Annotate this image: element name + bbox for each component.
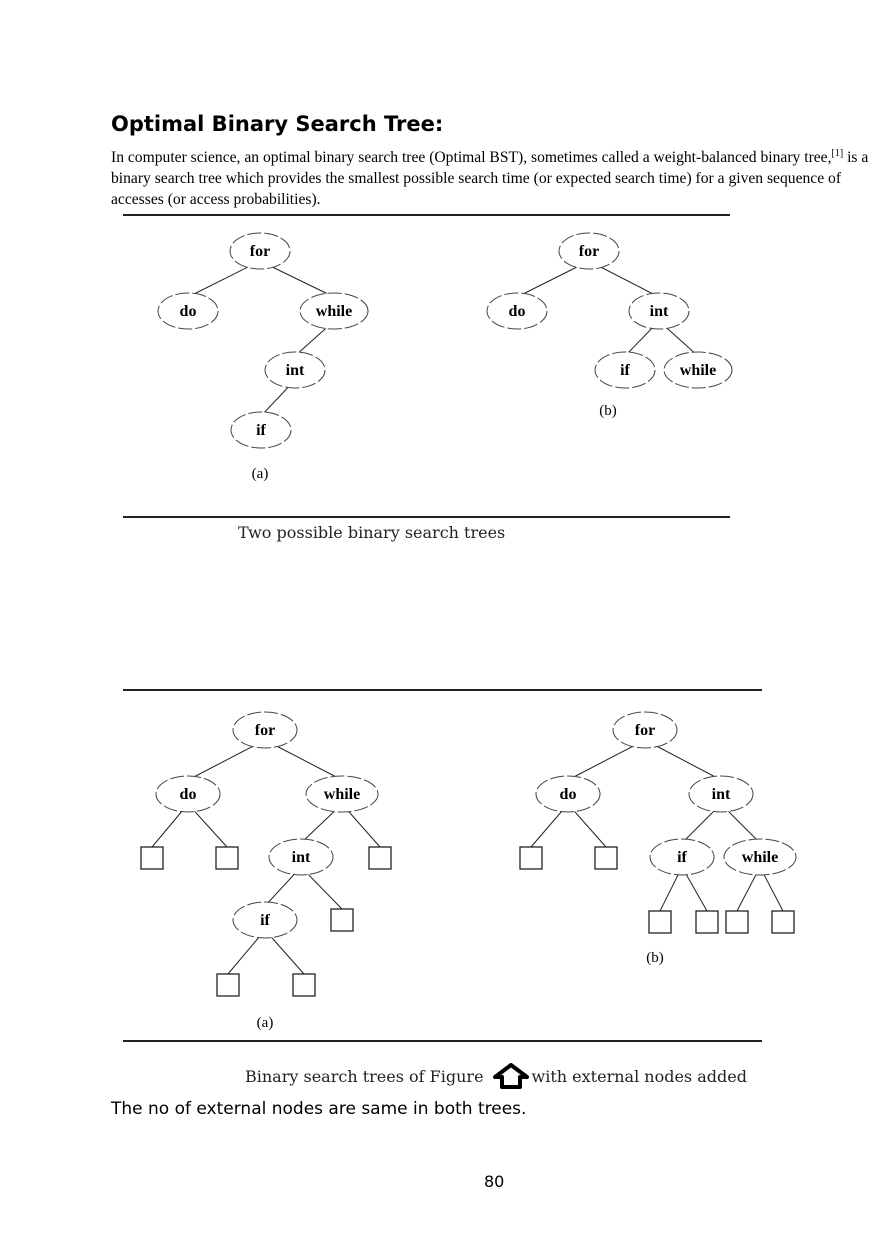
external-node: [217, 974, 239, 996]
external-node: [696, 911, 718, 933]
node-label: for: [578, 243, 600, 260]
reference-link[interactable]: [1]: [831, 148, 844, 159]
tree-label: (b): [599, 403, 617, 419]
node-label: int: [711, 786, 731, 803]
tree-label: (a): [256, 1015, 274, 1031]
node-label: int: [649, 303, 669, 320]
figure1-caption: Two possible binary search trees: [238, 523, 506, 542]
node-label: int: [291, 849, 311, 866]
caption-text: with external nodes added: [531, 1066, 747, 1086]
external-node: [595, 847, 617, 869]
caption-text: Binary search trees of Figure: [245, 1066, 484, 1086]
external-node: [772, 911, 794, 933]
external-node: [331, 909, 353, 931]
external-node: [726, 911, 748, 933]
node-label: while: [679, 362, 717, 379]
tree-label: (a): [251, 466, 269, 482]
node-label: for: [249, 243, 271, 260]
node-label: if: [256, 422, 266, 439]
node-label: if: [677, 849, 687, 866]
node-label: do: [179, 303, 197, 320]
node-label: if: [260, 912, 270, 929]
node-label: int: [285, 362, 305, 379]
external-node: [649, 911, 671, 933]
external-node: [520, 847, 542, 869]
tree-label: (b): [646, 950, 664, 966]
paragraph-text: In computer science, an optimal binary search tree (Optimal BST), sometimes called a weight-balanced binary tree,: [111, 149, 832, 167]
node-label: while: [315, 303, 353, 320]
up-arrow-icon: [492, 1063, 530, 1089]
page-heading: Optimal Binary Search Tree:: [111, 112, 444, 136]
node-label: do: [559, 786, 577, 803]
node-label: if: [620, 362, 630, 379]
node-label: do: [508, 303, 526, 320]
external-node: [216, 847, 238, 869]
node-label: for: [634, 722, 656, 739]
page-number: 80: [484, 1172, 505, 1191]
paragraph-text-cont: is a binary search tree which provides the smallest possible search time (or expected search time) for a given sequence of accesses (or access probabilities).: [111, 149, 869, 209]
node-label: do: [179, 786, 197, 803]
node-label: while: [741, 849, 779, 866]
note-text: The no of external nodes are same in both trees.: [111, 1099, 527, 1119]
external-node: [369, 847, 391, 869]
external-node: [293, 974, 315, 996]
figure2-caption: [245, 1063, 747, 1089]
node-label: while: [323, 786, 361, 803]
external-node: [141, 847, 163, 869]
node-label: for: [254, 722, 276, 739]
